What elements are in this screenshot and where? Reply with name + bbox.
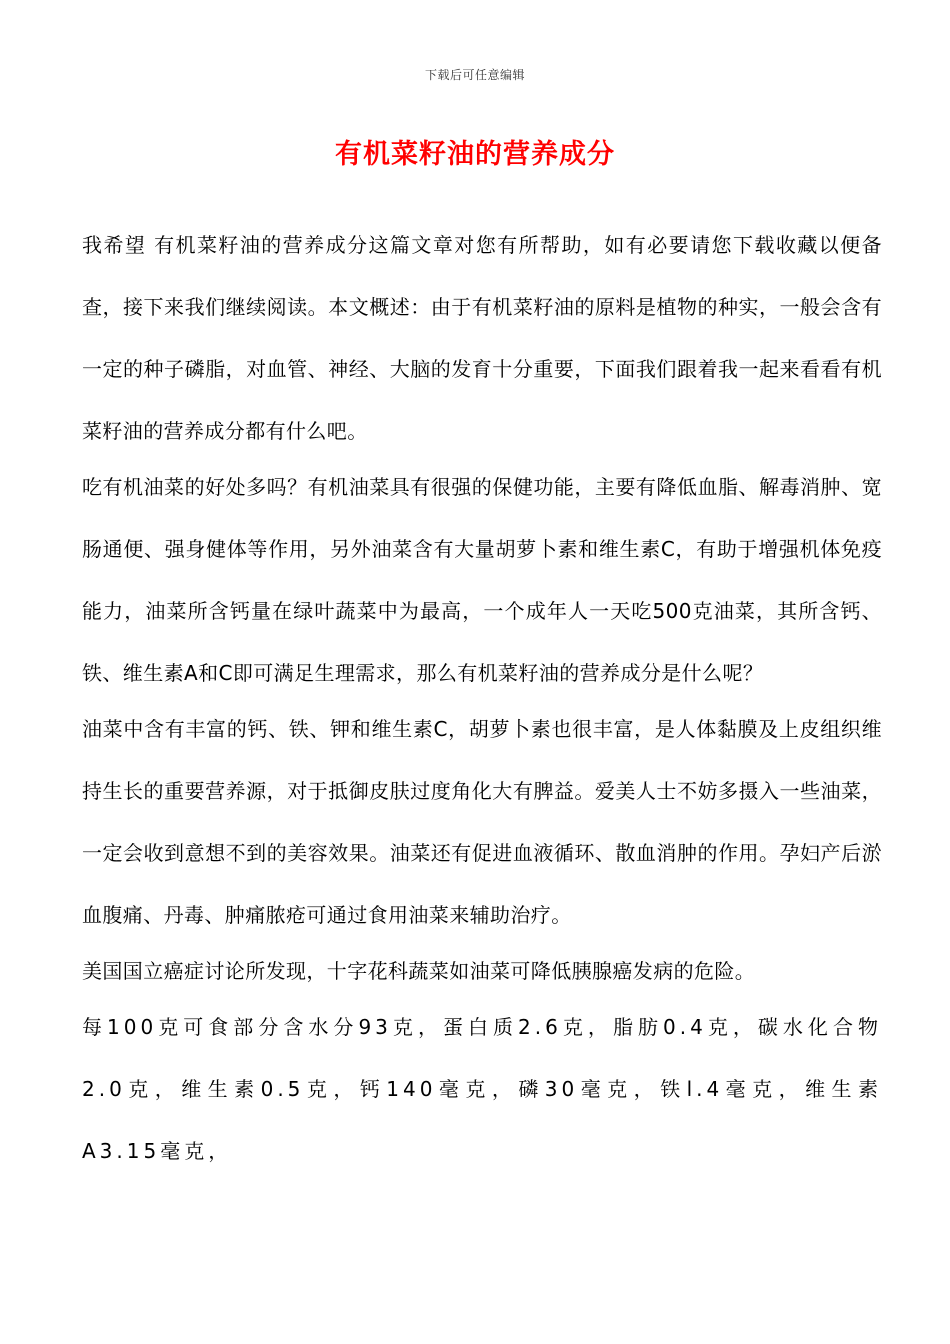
document-title: 有机菜籽油的营养成分	[335, 139, 615, 170]
paragraph-intro: 我希望 有机菜籽油的营养成分这篇文章对您有所帮助，如有必要请您下载收藏以便备查，接下来我们继续阅读。本文概述：由于有机菜籽油的原料是植物的种实，一般会含有一定的种子磷脂，对血管、神经、大脑的发育十分重要，下面我们跟着我一起来看看有机菜籽油的营养成分都有什么吧。	[82, 233, 882, 443]
paragraph-composition: 每100克可食部分含水分93克，蛋白质2.6克，脂肪0.4克，碳水化合物2.0克，维生素0.5克，钙140毫克，磷30毫克，铁l.4毫克，维生素A3.15毫克，	[82, 1015, 882, 1163]
paragraph-research: 美国国立癌症讨论所发现，十字花科蔬菜如油菜可降低胰腺癌发病的危险。	[82, 959, 756, 983]
paragraph-nutrients: 油菜中含有丰富的钙、铁、钾和维生素C，胡萝卜素也很丰富，是人体黏膜及上皮组织维持生长的重要营养源，对于抵御皮肤过度角化大有脾益。爱美人士不妨多摄入一些油菜，一定会收到意想不到的美容效果。油菜还有促进血液循环、散血消肿的作用。孕妇产后淤血腹痛、丹毒、肿痛脓疮可通过食用油菜来辅助治疗。	[82, 717, 882, 927]
paragraph-benefits: 吃有机油菜的好处多吗？有机油菜具有很强的保健功能，主要有降低血脂、解毒消肿、宽肠通便、强身健体等作用，另外油菜含有大量胡萝卜素和维生素C，有助于增强机体免疫能力，油菜所含钙量在绿叶蔬菜中为最高，一个成年人一天吃500克油菜，其所含钙、铁、维生素A和C即可满足生理需求，那么有机菜籽油的营养成分是什么呢？	[82, 475, 882, 685]
document-body	[82, 214, 882, 1182]
header-note: 下载后可任意编辑	[424, 68, 525, 82]
